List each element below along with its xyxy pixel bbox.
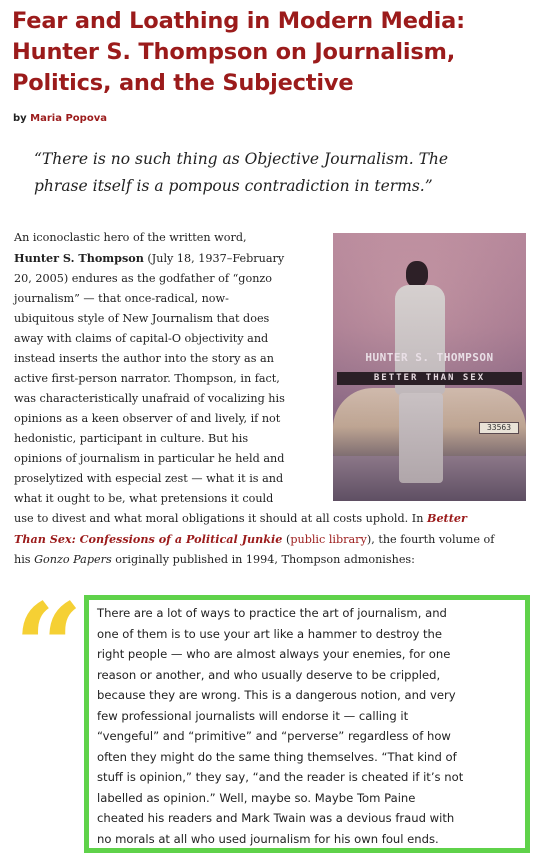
block-quote [84, 595, 530, 853]
body-line: 20, 2005) endures as the godfather of “gonzo [14, 272, 273, 285]
subject-name: Hunter S. Thompson [14, 251, 144, 265]
byline-prefix: by [13, 113, 27, 124]
quote-line: because they are wrong. This is a dangerous notion, and very [97, 688, 456, 702]
quote-line: “vengeful” and “primitive” and “perverse” regardless of how [97, 729, 451, 743]
book-title-link-cont[interactable]: Than Sex: Confessions of a Political Junkie [14, 532, 283, 546]
public-library-link[interactable]: public library [290, 533, 367, 546]
body-line: what it ought to be, what pretensions it could [14, 492, 274, 505]
author-link[interactable]: Maria Popova [30, 113, 107, 124]
pull-quote: “There is no such thing as Objective Journalism. The phrase itself is a pompous contradiction in terms.” [34, 150, 449, 195]
body-line: hedonistic, participant in culture. But his [14, 432, 249, 445]
quote-line: labelled as opinion.” Well, maybe so. Maybe Tom Paine [97, 790, 416, 805]
quote-line: no morals at all who used journalism for his own foul ends. [97, 831, 439, 846]
body-line [14, 508, 534, 529]
body-line [14, 529, 534, 550]
body-line: was characteristically unafraid of vocalizing his [14, 392, 285, 405]
quote-line: There are a lot of ways to practice the art of journalism, and [97, 606, 447, 620]
body-line: proselytized with especial zest — what it is and [14, 472, 284, 485]
body-line-text: originally published in 1994, Thompson admonishes: [115, 553, 415, 566]
body-line [14, 550, 534, 570]
quote-line: right people — who are almost always your enemies, for one [97, 647, 451, 661]
article-body [14, 228, 314, 509]
paren-open: ( [285, 533, 291, 546]
byline [13, 113, 107, 124]
quote-line: cheated his readers and Mark Twain was a devious fraud with [97, 811, 455, 825]
body-line: away with claims of capital-O objectivity and [14, 332, 269, 345]
body-line: opinions as a keen observer of and lively, if not [14, 412, 281, 425]
cover-figure-legs [399, 393, 443, 483]
cover-author-text: HUNTER S. THOMPSON [365, 351, 494, 364]
body-line: journalism” — that once-radical, now- [14, 292, 229, 305]
body-line-text: use to divest and what moral obligations it should at all costs uphold. In [14, 512, 424, 525]
quote-line: one of them is to use your art like a hammer to destroy the [97, 626, 443, 641]
cover-title-text: BETTER THAN SEX [337, 372, 522, 385]
body-line-text: his [14, 553, 31, 566]
quote-line: often they might do the same thing themselves. “That kind of [97, 749, 457, 764]
body-line: ubiquitous style of New Journalism that does [14, 312, 270, 325]
series-title: Gonzo Papers [34, 553, 112, 566]
quote-line: few professional journalists will endorse it — calling it [97, 708, 409, 723]
article-title[interactable]: Fear and Loathing in Modern Media: Hunter S. Thompson on Journalism, Politics, and the Subjective [12, 8, 465, 96]
cover-figure-head [406, 261, 428, 287]
quote-line: stuff is opinion,” they say, “and the reader is cheated if it’s not [97, 770, 464, 784]
body-line: opinions of journalism in particular he held and [14, 452, 285, 465]
book-cover-image[interactable] [333, 233, 526, 501]
quote-line: reason or another, and who usually deserve to be crippled, [97, 667, 441, 682]
body-line [14, 248, 314, 269]
body-line-text: (July 18, 1937–February [147, 252, 285, 265]
cover-license-plate: 33563 [479, 422, 519, 434]
body-line: active first-person narrator. Thompson, in fact, [14, 372, 280, 385]
article-body-continued [14, 508, 534, 570]
quote-mark-icon: “ [14, 577, 84, 718]
body-line: instead inserts the author into the story as an [14, 352, 274, 365]
body-line-text: ), the fourth volume of [366, 533, 495, 546]
body-line: An iconoclastic hero of the written word, [14, 231, 247, 244]
book-title-link[interactable]: Better [426, 511, 467, 525]
